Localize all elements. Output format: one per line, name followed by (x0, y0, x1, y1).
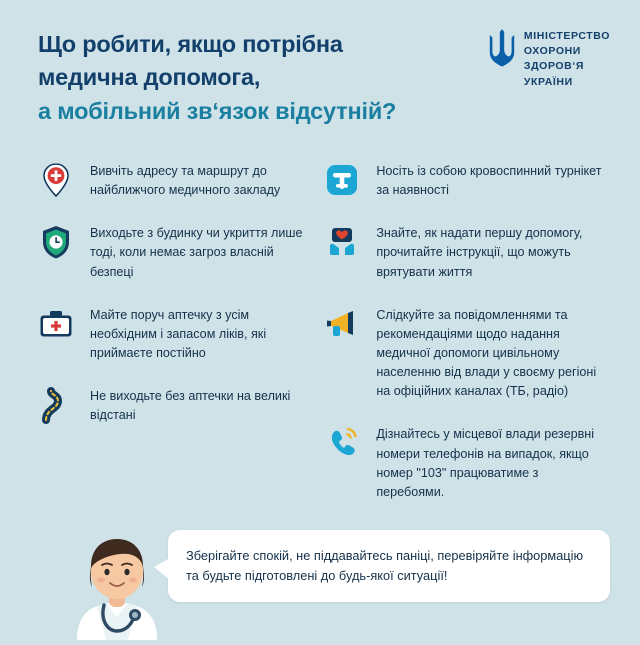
title-line-1: Що робити, якщо потрібна (38, 31, 343, 57)
left-column (0, 160, 316, 524)
trident-icon (489, 28, 515, 68)
advice-columns (0, 160, 640, 524)
list-item-text: Виходьте з будинку чи укриття лише тоді, коли немає загроз власній безпеці (90, 226, 303, 279)
title-line-2: медична допомога, (38, 64, 261, 91)
first-aid-kit-icon (36, 304, 76, 344)
list-item-text: Носіть із собою кровоспинний турнікет за наявності (376, 164, 602, 198)
list-item (322, 222, 640, 281)
shield-clock-icon (36, 222, 76, 262)
list-item-text: Знайте, як надати першу допомогу, прочитайте інструкції, що можуть врятувати життя (376, 226, 583, 279)
ministry-line-1: МІНІСТЕРСТВО (523, 30, 610, 42)
doctor-illustration (42, 505, 192, 640)
page-title (38, 28, 508, 128)
tourniquet-icon (322, 160, 362, 200)
list-item (36, 385, 316, 425)
list-item (322, 304, 640, 402)
megaphone-icon (322, 304, 362, 344)
summary-text: Зберігайте спокій, не піддавайтесь паніці, перевіряйте інформацію та будьте підготовлені до будь-якої ситуації! (186, 548, 584, 583)
list-item (36, 304, 316, 363)
list-item-text: Майте поруч аптечку з усім необхідним і запасом ліків, які приймаєте постійно (90, 307, 267, 360)
list-item (322, 423, 640, 502)
first-aid-hands-heart-icon (322, 222, 362, 262)
phone-ringing-icon (322, 423, 362, 463)
summary-speech-bubble (168, 530, 610, 602)
list-item (322, 160, 640, 200)
ministry-line-4: УКРАЇНИ (523, 75, 573, 88)
list-item-text: Вивчіть адресу та маршрут до найближчого медичного закладу (90, 164, 281, 198)
right-column (316, 160, 640, 524)
list-item (36, 222, 316, 281)
map-pin-medical-icon (36, 160, 76, 200)
ministry-line-3: ЗДОРОВ‘Я (523, 60, 585, 73)
list-item (36, 160, 316, 200)
ministry-name (524, 28, 610, 90)
ministry-line-2: ОХОРОНИ (523, 45, 581, 58)
list-item-text: Дізнайтесь у місцевої влади резервні номери телефонів на випадок, якщо номер "103" працюватиме з перебоями. (376, 427, 595, 499)
title-line-3: а мобільний зв‘язок відсутній? (38, 97, 397, 124)
winding-road-icon (36, 385, 76, 425)
ministry-logo (489, 28, 610, 90)
poster-header (0, 0, 640, 140)
list-item-text: Слідкуйте за повідомленнями та рекомендаціями щодо надання медичної допомоги цивільному населенню від влади у своєму регіоні на офіційних каналах (ТБ, радіо) (376, 307, 597, 399)
list-item-text: Не виходьте без аптечки на великі відстані (90, 389, 291, 423)
